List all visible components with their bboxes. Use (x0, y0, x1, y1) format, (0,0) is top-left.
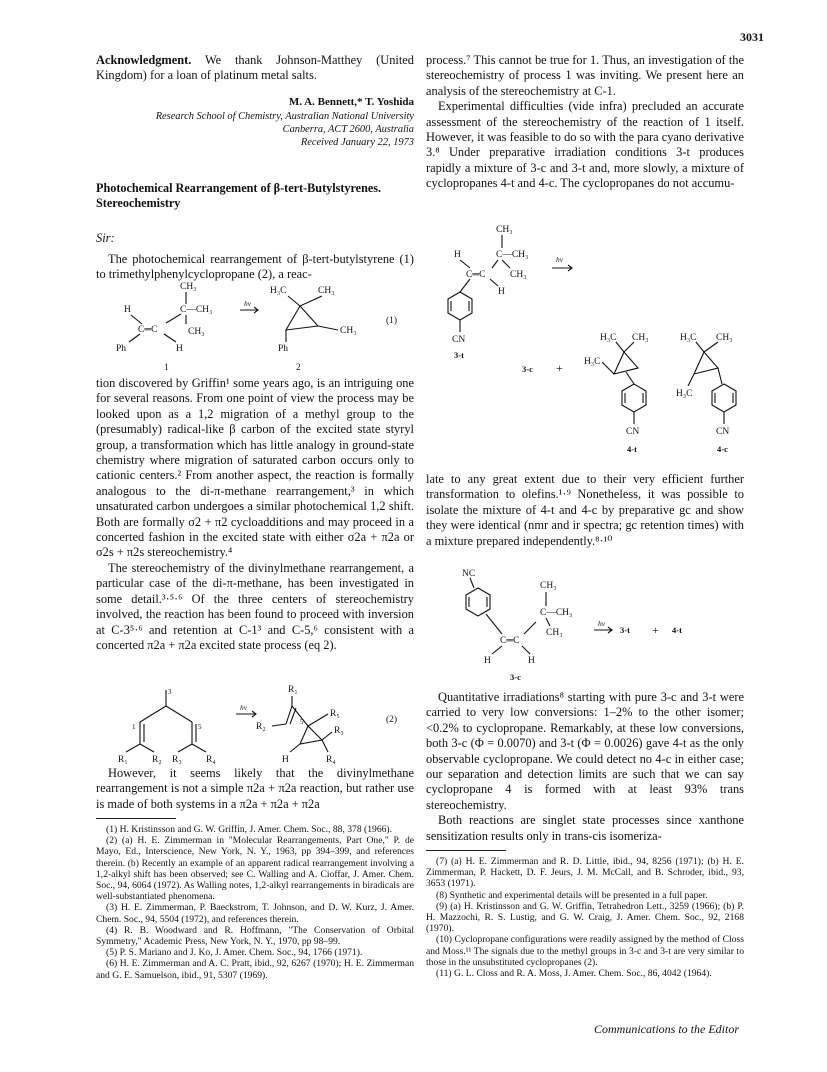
eq1-ch3-top: CH₃ (180, 282, 197, 292)
s4-h-left: H (484, 656, 491, 666)
s3-4t-cn: CN (626, 427, 640, 437)
eq1-ch3-right: CH₃ (318, 286, 335, 296)
paragraph-r2-text: Experimental difficulties (vide infra) precluded an accurate assessment of the stereochemistry of the reaction of 1 itself. However, it was feasible to do so with the para cyano derivative 3.⁸ Under preparative irradiation conditions 3-t produces rapidly a mixture of 3-c and 3-t and, more slowly, a mixture of cyclopropanes 4-t and 4-c. The cyclopropanes do not accumu- (426, 99, 744, 191)
s4-ch3-top: CH₃ (540, 581, 557, 591)
footnote-5: (5) P. S. Mariano and J. Ko, J. Amer. Chem. Soc., 94, 1766 (1971). (106, 947, 363, 959)
left-column (96, 53, 414, 149)
paragraph-r5-text: Both reactions are singlet state processes since xanthone sensitization results only in trans-cis isomeriza- (426, 813, 744, 843)
s3-plus: + (556, 361, 563, 375)
paragraph-4-text: However, it seems likely that the divinylmethane rearrangement is not a simple π2a + π2a reaction, but rather use is made of both systems in a π2a + π2a + π2a (96, 766, 414, 811)
s4-label-3c: 3-c (510, 672, 521, 682)
eq2-r5: R₅ (330, 709, 340, 719)
eq2-n5-product: 5 (300, 718, 304, 726)
eq2-r1: R₁ (118, 755, 128, 764)
footnote-8: (8) Synthetic and experimental details will be presented in a full paper. (436, 889, 708, 901)
right-body-bottom (426, 690, 744, 844)
footnote-10: (10) Cyclopropane configurations were readily assigned by the method of Closs and Moss.¹¹ The signals due to the methyl groups in 3-c and 3-t are very similar to those in the unsubstituted cyclopropanes (2). (426, 934, 744, 968)
article-title-2: Stereochemistry (96, 196, 181, 210)
footnote-7: (7) (a) H. E. Zimmerman and R. D. Little, ibid., 94, 8256 (1971); (b) H. E. Zimmerman, P. Hackett, D. F. Jeurs, J. M. McCall, and B. Schroder, ibid., 93, 3653 (1971). (426, 856, 744, 890)
eq1-ch3-mid: CH₃ (188, 327, 205, 337)
s3-label-3c-product: 3-c (522, 364, 533, 374)
eq2-r2: R₂ (152, 755, 162, 764)
s4-hv: hν (598, 619, 606, 628)
left-body-2 (96, 766, 414, 812)
eq1-cc: C═C (138, 325, 158, 335)
eq2-hv: hν (240, 703, 248, 712)
paragraph-r5 (426, 813, 744, 844)
s4-plus: + (652, 623, 659, 637)
paragraph-r4 (426, 690, 744, 813)
ack-affiliation-2: Canberra, ACT 2600, Australia (282, 123, 414, 135)
eq2-n1: 1 (132, 723, 136, 731)
s3-4c-h3c-2: H₃C (676, 389, 693, 399)
ack-affiliation-1: Research School of Chemistry, Australian National University (155, 110, 414, 122)
eq2-r4-product: R₄ (326, 755, 336, 764)
acknowledgment (96, 53, 414, 84)
right-body-top (426, 53, 744, 192)
eq1-h-bottom: H (176, 344, 183, 354)
s3-label-4c: 4-c (717, 444, 728, 454)
footnote-3: (3) H. E. Zimmerman, P. Baeckstrom, T. Johnson, and D. W. Kurz, J. Amer. Chem. Soc., 94, 5504 (1972), and references therein. (96, 902, 414, 925)
ack-received: Received January 22, 1973 (300, 136, 414, 148)
s4-nc: NC (462, 569, 476, 579)
right-body-mid (426, 472, 744, 549)
paragraph-1-text: The photochemical rearrangement of β-tert-butylstyrene (1) to trimethylphenylcyclopropane (2), a reac- (96, 252, 414, 282)
s4-cc: C═C (500, 636, 520, 646)
s3-cc: C═C (466, 270, 486, 280)
footnote-2: (2) (a) H. E. Zimmerman in "Molecular Rearrangements, Part One," P. de Mayo, Ed., Interscience, New York, N. Y., 1963, pp 394–399, and references therein. (b) Recently an example of an apparent radical rearrangement involving a 1,2-alkyl shift has been observed; see C. Walling and A. Cioffar, J. Amer. Chem. Soc., 94, 6064 (1972). As Walling notes, 1,2-alkyl rearrangements in biradicals are well-substantiated phenomena. (96, 835, 414, 903)
s3-4t-h3c: H₃C (600, 333, 617, 343)
eq2-r1-product: R₁ (288, 685, 298, 695)
article-title-1: Photochemical Rearrangement of β-tert-Butylstyrenes. (96, 181, 382, 195)
equation-2-scheme (96, 684, 414, 764)
right-footnote-rule (426, 850, 506, 851)
ack-authors: M. A. Bennett,* T. Yoshida (288, 95, 414, 108)
s3-ch3-mid: CH₃ (510, 270, 527, 280)
acknowledgment-head: Acknowledgment. (96, 53, 192, 67)
s4-ch3-mid: CH₃ (546, 628, 563, 638)
eq1-ph: Ph (116, 344, 127, 354)
paragraph-r1: process.⁷ This cannot be true for 1. Thus, an investigation of the stereochemistry of process 1 was inviting. We present here an analysis of the stereochemistry at C-1. (426, 53, 744, 98)
eq2-r4: R₄ (206, 755, 216, 764)
eq2-h-product: H (282, 755, 289, 764)
s4-h-right: H (528, 656, 535, 666)
s3-ch3-top: CH₃ (496, 225, 513, 235)
s3-c-ch3: C—CH₃ (496, 250, 529, 260)
paragraph-2: tion discovered by Griffin¹ some years ago, is an intriguing one for several reasons. From one point of view the process may be looked upon as a 1,2 migration of a methyl group to the (presumably) radical-like β carbon of the excited state styryl group, a transformation which has little analogy in ground-state chemistry where migration of saturated carbon occurs only to cationic centers.² From another aspect, the reaction is formally analogous to the di-π-methane rearrangement,³ in which unsaturated carbon undergoes a similar photochemical 1,2 shift. Both are formally σ2 + π2 cycloadditions and may proceed in a concerted fashion in the excited state with either σ2a + π2a or σ2s + π2s stereochemistry.⁴ (96, 376, 414, 560)
eq2-r3-product: R₃ (334, 726, 344, 736)
s3-h-top: H (454, 250, 461, 260)
s4-c-ch3: C—CH₃ (540, 608, 573, 618)
left-footnote-rule (96, 818, 176, 819)
footnote-11: (11) G. L. Closs and R. A. Moss, J. Amer. Chem. Soc., 86, 4042 (1964). (436, 968, 712, 980)
eq1-label-2: 2 (296, 363, 301, 373)
left-body (96, 376, 414, 653)
footnote-9: (9) (a) H. Kristinsson and G. W. Griffin, Tetrahedron Lett., 3259 (1966); (b) P. H. Mazzochi, R. S. Lustig, and G. W. Craig, J. Amer. Chem. Soc., 92, 2168 (1970). (426, 900, 744, 935)
scheme-3c-photolysis (426, 566, 744, 684)
eq2-number: (2) (386, 715, 398, 725)
s3-4c-ch3: CH₃ (716, 333, 733, 343)
s3-4t-h3c-2: H₃C (584, 357, 601, 367)
equation-1-scheme (96, 278, 414, 376)
s3-hv: hν (556, 255, 564, 264)
footnote-1: (1) H. Kristinsson and G. W. Griffin, J. Amer. Chem. Soc., 88, 378 (1966). (106, 824, 393, 835)
eq2-r2-product: R₂ (256, 722, 266, 732)
footnote-6: (6) H. E. Zimmerman and A. C. Pratt, ibid., 92, 6267 (1970); H. E. Zimmerman and G. E. Samuelson, ibid., 91, 5307 (1969). (96, 958, 414, 981)
paragraph-r3: late to any great extent due to their very efficient further transformation to olefins.¹·⁹ Nonetheless, it was possible to isolate the mixture of 4-t and 4-c by preparative gc and show they were identical (nmr and ir spectra; gc retention times) with a mixture prepared independently.⁸·¹⁰ (426, 472, 744, 548)
eq1-h-left: H (124, 305, 131, 315)
footnote-4: (4) R. B. Woodward and R. Hoffmann, "The Conservation of Orbital Symmetry," Academic Press, New York, N. Y., 1970, pp 98–99. (96, 924, 414, 948)
s3-label-4t: 4-t (627, 444, 637, 454)
s3-cn: CN (452, 335, 466, 345)
s3-label-3t: 3-t (454, 350, 464, 360)
s3-h-bottom: H (498, 287, 505, 297)
eq1-label-1: 1 (164, 363, 169, 373)
s3-4t-ch3: CH₃ (632, 333, 649, 343)
eq2-r3: R₃ (172, 755, 182, 764)
eq1-number: (1) (386, 316, 398, 326)
left-footnotes (96, 824, 414, 981)
paragraph-r2 (426, 99, 744, 191)
eq1-ph-2: Ph (278, 344, 289, 354)
paragraph-3-text: The stereochemistry of the divinylmethane rearrangement, a particular case of the di-π-methane, has been investigated in some detail.³·⁵·⁶ Of the three centers of stereochemistry involved, the reaction has been found to proceed with inversion at C-3⁵·⁶ and retention at C-1³ and C-5,⁶ consistent with a concerted π2a + π2a excited state process (eq 2). (96, 560, 414, 652)
paragraph-4 (96, 766, 414, 812)
eq1-ch3-cyclo: CH₃ (340, 326, 357, 336)
eq1-c-ch3: C—CH₃ (180, 305, 213, 315)
paragraph-3 (96, 561, 414, 653)
page-footer: Communications to the Editor (594, 1022, 739, 1036)
right-footnotes (426, 856, 744, 979)
s4-product-3t: 3-t (620, 625, 630, 635)
acknowledgment-text: We thank Johnson-Matthey (United Kingdom) for a loan of platinum metal salts. (96, 53, 414, 83)
eq2-n3: 3 (168, 688, 172, 696)
eq1-h3c: H₃C (270, 286, 287, 296)
s4-product-4t: 4-t (672, 625, 682, 635)
salutation: Sir: (96, 231, 115, 245)
s3-4c-cn: CN (716, 427, 730, 437)
eq1-hv: hν (244, 299, 252, 308)
paragraph-r4-text: Quantitative irradiations⁸ starting with pure 3-c and 3-t were carried to very low conversions: 1–2% to the other isomer; <0.2% to cyclopropane. Remarkably, at these low conversions, both 3-c (Φ = 0.0070) and 3-t (Φ = 0.0026) gave 4-t as the only observable cyclopropane. We could detect no 4-c in either case; our separation and detection limits are such that we can say cyclopropane 4 is formed with at least 93% trans stereochemistry. (426, 690, 744, 812)
eq2-n5: 5 (198, 723, 202, 731)
scheme-3t-photolysis (426, 220, 744, 462)
article-head (96, 181, 414, 283)
page-number: 3031 (740, 30, 764, 44)
s3-4c-h3c: H₃C (680, 333, 697, 343)
